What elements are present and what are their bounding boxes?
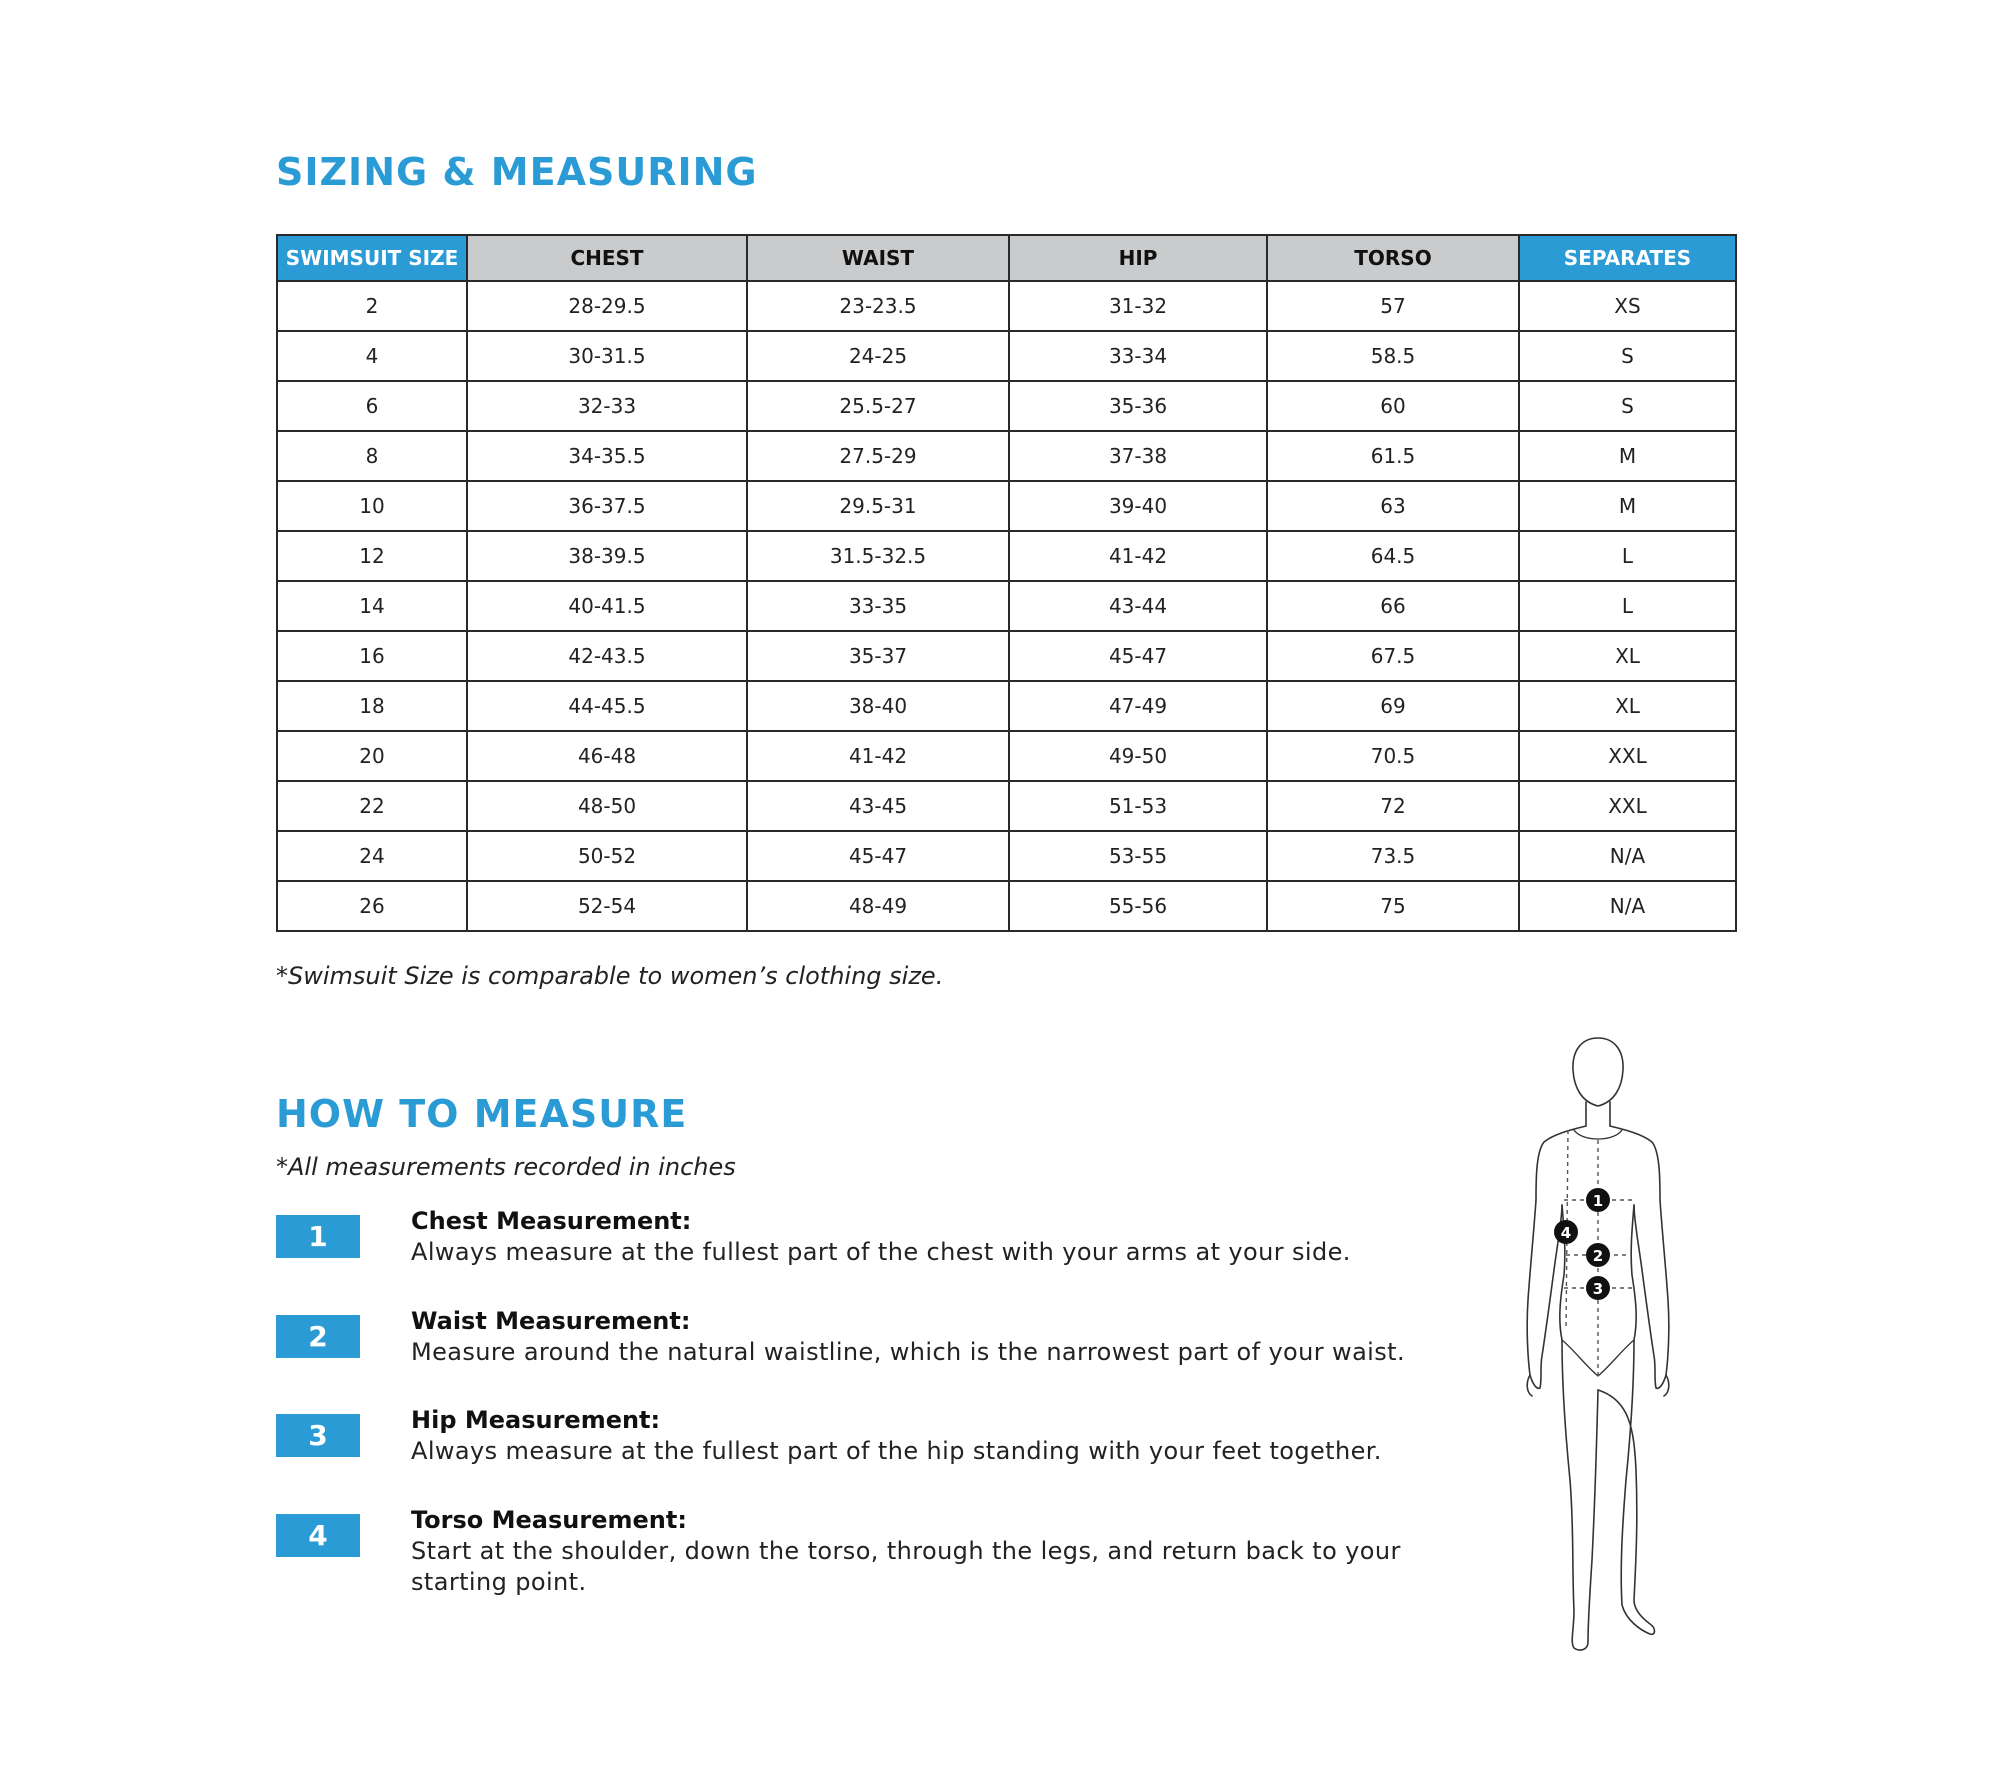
table-cell: 4 (277, 331, 467, 381)
table-row (277, 781, 1736, 831)
table-cell: 41-42 (747, 731, 1009, 781)
table-cell: S (1519, 381, 1736, 431)
table-cell: 73.5 (1267, 831, 1519, 881)
table-cell: N/A (1519, 881, 1736, 931)
table-cell: 69 (1267, 681, 1519, 731)
table-header-row (277, 235, 1736, 281)
table-cell: 26 (277, 881, 467, 931)
table-cell: XL (1519, 681, 1736, 731)
body-measurement-figure (1470, 1030, 1730, 1670)
table-cell: 70.5 (1267, 731, 1519, 781)
table-cell: 48-50 (467, 781, 747, 831)
table-cell: M (1519, 431, 1736, 481)
table-cell: M (1519, 481, 1736, 531)
table-cell: 27.5-29 (747, 431, 1009, 481)
table-cell: 43-45 (747, 781, 1009, 831)
marker-2-label: 2 (1592, 1247, 1604, 1265)
table-cell: XS (1519, 281, 1736, 331)
table-row (277, 431, 1736, 481)
step-description: Measure around the natural waistline, which is the narrowest part of your waist. (411, 1338, 1405, 1366)
table-cell: 20 (277, 731, 467, 781)
table-row (277, 581, 1736, 631)
table-cell: 6 (277, 381, 467, 431)
table-cell: XL (1519, 631, 1736, 681)
table-cell: 2 (277, 281, 467, 331)
table-cell: 50-52 (467, 831, 747, 881)
step-heading: Hip Measurement: (411, 1406, 661, 1434)
table-row (277, 631, 1736, 681)
table-cell: 60 (1267, 381, 1519, 431)
table-cell: 38-40 (747, 681, 1009, 731)
size-footnote: *Swimsuit Size is comparable to women’s clothing size. (276, 962, 944, 990)
table-cell: 12 (277, 531, 467, 581)
table-cell: 43-44 (1009, 581, 1267, 631)
table-cell: 22 (277, 781, 467, 831)
table-cell: 52-54 (467, 881, 747, 931)
header-separates: SEPARATES (1519, 235, 1736, 281)
table-cell: 29.5-31 (747, 481, 1009, 531)
table-cell: 51-53 (1009, 781, 1267, 831)
table-cell: 72 (1267, 781, 1519, 831)
table-row (277, 681, 1736, 731)
table-row (277, 831, 1736, 881)
table-cell: 30-31.5 (467, 331, 747, 381)
table-row (277, 731, 1736, 781)
header-torso: TORSO (1267, 235, 1519, 281)
table-cell: 34-35.5 (467, 431, 747, 481)
how-to-measure-title: HOW TO MEASURE (276, 1092, 688, 1136)
table-cell: 49-50 (1009, 731, 1267, 781)
table-cell: S (1519, 331, 1736, 381)
step-number-badge: 4 (276, 1514, 360, 1557)
table-cell: 67.5 (1267, 631, 1519, 681)
size-chart-table (276, 234, 1737, 932)
table-cell: 14 (277, 581, 467, 631)
table-cell: 35-37 (747, 631, 1009, 681)
table-cell: 47-49 (1009, 681, 1267, 731)
table-row (277, 531, 1736, 581)
step-description: Always measure at the fullest part of the hip standing with your feet together. (411, 1437, 1382, 1465)
table-cell: 10 (277, 481, 467, 531)
table-cell: 44-45.5 (467, 681, 747, 731)
table-cell: 23-23.5 (747, 281, 1009, 331)
table-cell: XXL (1519, 781, 1736, 831)
table-cell: 16 (277, 631, 467, 681)
header-swimsuit-size: SWIMSUIT SIZE (277, 235, 467, 281)
table-cell: 57 (1267, 281, 1519, 331)
step-heading: Waist Measurement: (411, 1307, 691, 1335)
table-row (277, 331, 1736, 381)
table-cell: N/A (1519, 831, 1736, 881)
table-cell: 42-43.5 (467, 631, 747, 681)
table-cell: L (1519, 531, 1736, 581)
table-cell: 35-36 (1009, 381, 1267, 431)
table-cell: 63 (1267, 481, 1519, 531)
table-row (277, 481, 1736, 531)
table-cell: 32-33 (467, 381, 747, 431)
table-cell: 31.5-32.5 (747, 531, 1009, 581)
marker-1-label: 1 (1592, 1192, 1604, 1210)
table-row (277, 281, 1736, 331)
table-cell: 41-42 (1009, 531, 1267, 581)
table-cell: 46-48 (467, 731, 747, 781)
marker-4-label: 4 (1560, 1224, 1572, 1242)
step-number-badge: 3 (276, 1414, 360, 1457)
table-cell: 40-41.5 (467, 581, 747, 631)
table-cell: 53-55 (1009, 831, 1267, 881)
table-cell: 18 (277, 681, 467, 731)
header-hip: HIP (1009, 235, 1267, 281)
step-heading: Torso Measurement: (411, 1506, 687, 1534)
table-row (277, 381, 1736, 431)
table-cell: L (1519, 581, 1736, 631)
step-description: Always measure at the fullest part of the chest with your arms at your side. (411, 1238, 1351, 1266)
table-cell: 33-34 (1009, 331, 1267, 381)
table-cell: 45-47 (1009, 631, 1267, 681)
table-cell: 61.5 (1267, 431, 1519, 481)
table-cell: 64.5 (1267, 531, 1519, 581)
step-number-badge: 1 (276, 1215, 360, 1258)
table-cell: 39-40 (1009, 481, 1267, 531)
table-cell: 66 (1267, 581, 1519, 631)
table-cell: 24 (277, 831, 467, 881)
table-cell: 55-56 (1009, 881, 1267, 931)
table-cell: 8 (277, 431, 467, 481)
table-cell: 28-29.5 (467, 281, 747, 331)
units-note: *All measurements recorded in inches (276, 1153, 736, 1181)
table-cell: 36-37.5 (467, 481, 747, 531)
table-cell: 24-25 (747, 331, 1009, 381)
table-cell: 37-38 (1009, 431, 1267, 481)
table-cell: 38-39.5 (467, 531, 747, 581)
table-cell: 58.5 (1267, 331, 1519, 381)
table-cell: XXL (1519, 731, 1736, 781)
table-cell: 75 (1267, 881, 1519, 931)
header-chest: CHEST (467, 235, 747, 281)
step-number-badge: 2 (276, 1315, 360, 1358)
table-cell: 33-35 (747, 581, 1009, 631)
table-cell: 48-49 (747, 881, 1009, 931)
table-cell: 31-32 (1009, 281, 1267, 331)
table-row (277, 881, 1736, 931)
table-cell: 45-47 (747, 831, 1009, 881)
step-description: Start at the shoulder, down the torso, through the legs, and return back to your starting point. (411, 1537, 1401, 1596)
header-waist: WAIST (747, 235, 1009, 281)
marker-3-label: 3 (1592, 1280, 1604, 1298)
page-title: SIZING & MEASURING (276, 150, 758, 194)
table-cell: 25.5-27 (747, 381, 1009, 431)
step-heading: Chest Measurement: (411, 1207, 692, 1235)
